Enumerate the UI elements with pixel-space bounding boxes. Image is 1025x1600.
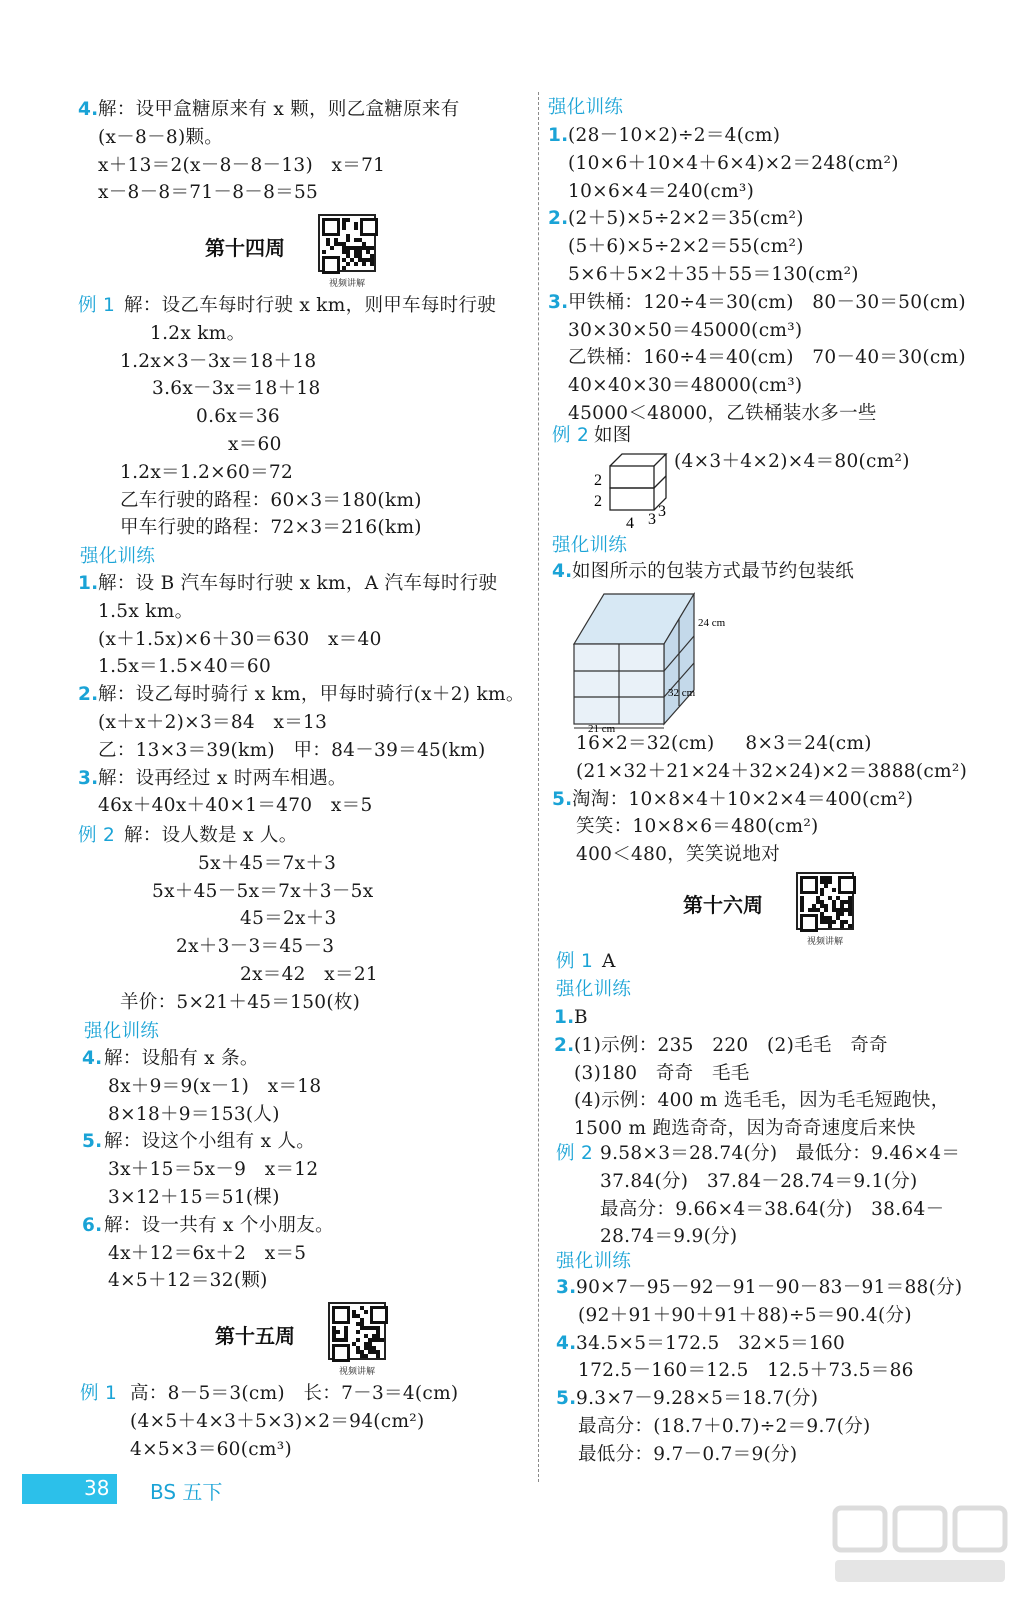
solution-line: 如图所示的包装方式最节约包装纸: [572, 561, 855, 582]
item-number: 5.: [552, 788, 573, 810]
solution-line: (x－8－8)颗。: [98, 126, 224, 148]
solution-line: 4×5＋12＝32(颗): [108, 1270, 268, 1292]
solution-line: 1.5x km。: [98, 600, 194, 622]
page-number: 38: [84, 1476, 110, 1500]
solution-line: 30×30×50＝45000(cm³): [568, 319, 803, 341]
solution-line: 最低分：9.7－0.7＝9(分): [578, 1443, 798, 1465]
solution-line: 90×7－95－92－91－90－83－91＝88(分): [576, 1277, 963, 1298]
week15-title: 第十五周: [215, 1324, 295, 1348]
example-tag: 例 1: [80, 1383, 118, 1404]
column-divider: [538, 92, 539, 1482]
qr-caption: 视频讲解: [338, 1367, 375, 1377]
qr-code-icon[interactable]: [328, 1302, 386, 1360]
solution-line: x－8－8＝71－8－8＝55: [98, 182, 319, 204]
solution-line: 9.3×7－9.28×5＝18.7(分): [576, 1388, 819, 1410]
watermark-logo: [825, 1500, 1015, 1590]
solution-line: 4×5×3＝60(cm³): [130, 1438, 293, 1460]
week16-title: 第十六周: [683, 893, 763, 917]
solution-line: 172.5－160＝12.5 12.5＋73.5＝86: [578, 1360, 914, 1382]
item-number: 4.: [556, 1332, 577, 1354]
solution-line: (3)180 奇奇 毛毛: [574, 1062, 750, 1084]
box-depth-label: 32 cm: [668, 687, 696, 699]
section-label-training: 强化训练: [556, 1251, 632, 1272]
solution-line: 40×40×30＝48000(cm³): [568, 375, 803, 397]
item-number: 4.: [78, 99, 99, 120]
solution-line: (5＋6)×5÷2×2＝55(cm²): [568, 236, 804, 258]
solution-line: 1.2x km。: [150, 322, 246, 344]
item-number: 4.: [552, 561, 573, 582]
solution-line: (4×3＋4×2)×4＝80(cm²): [674, 451, 910, 472]
box-height-label: 24 cm: [698, 617, 726, 629]
cuboid-stack-figure: [590, 448, 680, 532]
item-number: 2.: [554, 1034, 575, 1056]
item-number: 2.: [78, 684, 99, 706]
solution-line: 笑笑：10×8×6＝480(cm²): [576, 816, 819, 838]
item-number: 5.: [82, 1131, 103, 1153]
solution-line: (92＋91＋90＋91＋88)÷5＝90.4(分): [578, 1304, 912, 1326]
solution-line: 解：设 B 汽车每时行驶 x km，A 汽车每时行驶: [98, 573, 498, 594]
solution-line: 400＜480，笑笑说地对: [576, 844, 781, 866]
solution-line: 羊价：5×21＋45＝150(枚): [120, 991, 361, 1013]
solution-line: (2＋5)×5÷2×2＝35(cm²): [568, 208, 804, 230]
solution-line: 最高分：9.66×4＝38.64(分) 38.64－: [600, 1198, 945, 1220]
solution-line: 46x＋40x＋40×1＝470 x＝5: [98, 795, 373, 817]
solution-line: 解：设甲盒糖原来有 x 颗，则乙盒糖原来有: [98, 99, 460, 120]
solution-line: 5x＋45－5x＝7x＋3－5x: [152, 880, 374, 902]
solution-line: 34.5×5＝172.5 32×5＝160: [576, 1332, 846, 1354]
item-number: 3.: [556, 1277, 577, 1298]
solution-line: A: [602, 951, 616, 972]
solution-line: (4×5＋4×3＋5×3)×2＝94(cm²): [130, 1410, 425, 1432]
solution-line: 如图: [594, 425, 632, 446]
qr-caption: 视频讲解: [806, 937, 843, 947]
box-width-label: 21 cm: [588, 723, 616, 734]
solution-line: 1.5x＝1.5×40＝60: [98, 656, 272, 678]
item-number: 5.: [556, 1388, 577, 1410]
fig-label: 3: [648, 511, 656, 528]
solution-line: (10×6＋10×4＋6×4)×2＝248(cm²): [568, 152, 899, 174]
solution-line: 解：设乙车每时行驶 x km，则甲车每时行驶: [124, 295, 497, 316]
solution-line: 8x＋9＝9(x－1) x＝18: [108, 1075, 322, 1097]
example-tag: 例 1: [78, 295, 116, 316]
solution-line: x＋13＝2(x－8－8－13) x＝71: [98, 154, 386, 176]
solution-line: 1.2x×3－3x＝18＋18: [120, 350, 317, 372]
solution-line: 45000＜48000，乙铁桶装水多一些: [568, 403, 877, 424]
solution-line: 2x＝42 x＝21: [240, 964, 378, 985]
solution-line: 5×6＋5×2＋35＋55＝130(cm²): [568, 264, 859, 285]
solution-line: (x＋x＋2)×3＝84 x＝13: [98, 712, 328, 733]
solution-line: 最高分：(18.7＋0.7)÷2＝9.7(分): [578, 1416, 871, 1437]
grade-label: BS 五下: [150, 1480, 223, 1504]
solution-line: 4x＋12＝6x＋2 x＝5: [108, 1242, 307, 1264]
solution-line: 10×6×4＝240(cm³): [568, 180, 755, 202]
qr-code-icon[interactable]: [796, 872, 854, 930]
section-label-training: 强化训练: [556, 979, 632, 1000]
solution-line: 解：设人数是 x 人。: [124, 825, 298, 846]
section-label-training: 强化训练: [552, 535, 628, 556]
fig-label: 2: [594, 493, 602, 510]
solution-line: 3.6x－3x＝18＋18: [152, 378, 321, 400]
solution-line: 28.74＝9.9(分): [600, 1226, 738, 1248]
item-number: 3.: [548, 291, 569, 313]
solution-line: 乙：13×3＝39(km) 甲：84－39＝45(km): [98, 739, 486, 761]
solution-line: 乙车行驶的路程：60×3＝180(km): [120, 489, 422, 511]
item-number: 4.: [82, 1048, 103, 1069]
solution-line: 0.6x＝36: [196, 406, 280, 428]
solution-line: x＝60: [228, 434, 282, 455]
item-number: 2.: [548, 208, 569, 230]
fig-label: 3: [658, 503, 666, 520]
item-number: 1.: [78, 573, 99, 594]
solution-line: 16×2＝32(cm) 8×3＝24(cm): [576, 733, 872, 754]
item-number: 1.: [554, 1007, 575, 1028]
solution-line: 8×18＋9＝153(人): [108, 1103, 280, 1125]
solution-line: 3x＋15＝5x－9 x＝12: [108, 1159, 319, 1181]
section-label-training: 强化训练: [80, 546, 156, 567]
qr-code-icon[interactable]: [318, 214, 376, 272]
solution-line: 5x＋45＝7x＋3: [198, 852, 337, 874]
item-number: 1.: [548, 125, 569, 146]
solution-line: 甲铁桶：120÷4＝30(cm) 80－30＝50(cm): [568, 291, 966, 313]
section-label-training: 强化训练: [548, 97, 624, 118]
solution-line: (21×32＋21×24＋32×24)×2＝3888(cm²): [576, 760, 968, 782]
solution-line: 解：设一共有 x 个小朋友。: [104, 1214, 334, 1236]
item-number: 6.: [82, 1214, 103, 1236]
solution-line: 淘淘：10×8×4＋10×2×4＝400(cm²): [572, 788, 914, 810]
solution-line: (28－10×2)÷2＝4(cm): [568, 125, 781, 146]
solution-line: (x＋1.5x)×6＋30＝630 x＝40: [98, 628, 382, 650]
solution-line: 解：设再经过 x 时两车相遇。: [98, 767, 347, 789]
packaging-box-figure: [566, 586, 756, 734]
solution-line: 乙铁桶：160÷4＝40(cm) 70－40＝30(cm): [568, 347, 966, 369]
solution-line: 1.2x＝1.2×60＝72: [120, 461, 294, 483]
solution-line: 1500 m 跑选奇奇，因为奇奇速度后来快: [574, 1118, 916, 1140]
solution-line: 甲车行驶的路程：72×3＝216(km): [120, 517, 422, 539]
solution-line: (1)示例：235 220 (2)毛毛 奇奇: [574, 1034, 888, 1056]
fig-label: 4: [626, 515, 634, 532]
example-tag: 例 1: [556, 951, 594, 972]
solution-line: 解：设这个小组有 x 人。: [104, 1131, 316, 1153]
solution-line: 2x＋3－3＝45－3: [176, 936, 335, 958]
example-tag: 例 2: [552, 425, 590, 446]
section-label-training: 强化训练: [84, 1021, 160, 1042]
qr-caption: 视频讲解: [328, 279, 365, 289]
solution-line: 3×12＋15＝51(棵): [108, 1187, 280, 1208]
week14-title: 第十四周: [205, 236, 285, 260]
solution-line: (4)示例：400 m 选毛毛，因为毛毛短跑快，: [574, 1090, 950, 1112]
example-tag: 例 2: [556, 1143, 594, 1164]
solution-line: 解：设船有 x 条。: [104, 1048, 259, 1069]
fig-label: 2: [594, 472, 602, 489]
solution-line: 45＝2x＋3: [240, 908, 337, 930]
solution-line: B: [574, 1007, 588, 1028]
example-tag: 例 2: [78, 825, 116, 846]
solution-line: 37.84(分) 37.84－28.74＝9.1(分): [600, 1170, 918, 1192]
solution-line: 解：设乙每时骑行 x km，甲每时骑行(x＋2) km。: [98, 684, 525, 706]
solution-line: 9.58×3＝28.74(分) 最低分：9.46×4＝: [600, 1143, 961, 1164]
solution-line: 高：8－5＝3(cm) 长：7－3＝4(cm): [130, 1383, 459, 1404]
item-number: 3.: [78, 767, 99, 789]
